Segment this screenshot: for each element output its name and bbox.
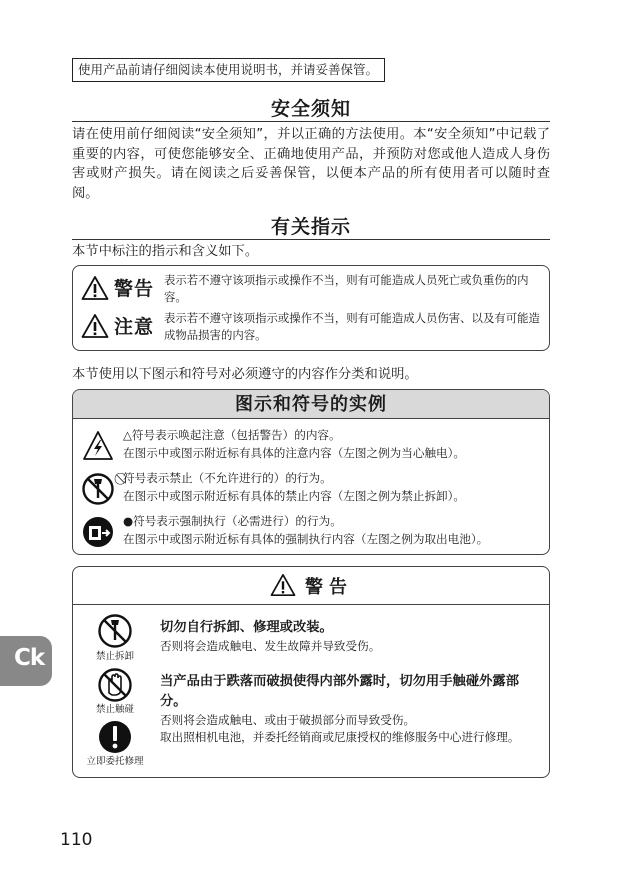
definition-desc: 表示若不遵守该项指示或操作不当，则有可能造成人员伤害、以及有可能造成物品损害的内容。 xyxy=(164,311,540,342)
caution-triangle-icon xyxy=(81,313,109,339)
page-number: 110 xyxy=(60,830,93,850)
symbol-row xyxy=(81,427,543,465)
exclamation-icon xyxy=(97,719,133,755)
definition-term: 警告 xyxy=(114,278,155,300)
warning-triangle-icon xyxy=(270,573,296,597)
warning-header xyxy=(73,567,549,605)
symbol-line-1: ●符号表示强制执行（必需进行）的行为。 xyxy=(123,514,342,528)
notice-text: 使用产品前请仔细阅读本使用说明书，并请妥善保管。 xyxy=(78,62,379,77)
symbol-text xyxy=(123,513,488,548)
safety-rule xyxy=(72,121,550,122)
language-code: Ck xyxy=(14,645,45,671)
remove-battery-icon xyxy=(81,515,115,549)
warning-title: 警告 xyxy=(305,577,353,598)
instructions-intro: 本节中标注的指示和含义如下。 xyxy=(72,244,259,259)
symbols-intro: 本节使用以下图示和符号对必须遵守的内容作分类和说明。 xyxy=(72,367,418,382)
warning-caption: 禁止拆卸 xyxy=(95,651,134,662)
warning-caption: 立即委托修理 xyxy=(86,756,144,767)
safety-title: 安全须知 xyxy=(270,98,351,120)
symbol-text xyxy=(123,470,465,505)
symbol-line-2: 在图示中或图示附近标有具体的强制执行内容（左图之例为取出电池）。 xyxy=(123,531,489,546)
notice-box xyxy=(72,58,385,82)
symbol-row xyxy=(81,470,543,508)
symbols-box xyxy=(72,389,550,555)
warning-heading: 切勿自行拆卸、修理或改装。 xyxy=(160,620,333,635)
symbol-line-1: ⃠符号表示禁止（不允许进行的）的行为。 xyxy=(123,471,332,485)
warning-caption: 禁止触碰 xyxy=(95,704,134,715)
definitions-box xyxy=(72,265,550,351)
warning-text: 否则将会造成触电、或由于破损部分而导致受伤。 xyxy=(160,713,416,727)
instructions-rule xyxy=(72,239,550,240)
definition-desc: 表示若不遵守该项指示或操作不当，则有可能造成人员死亡或负重伤的内容。 xyxy=(164,273,529,304)
no-disassembly-icon xyxy=(81,472,115,506)
definition-term: 注意 xyxy=(114,316,155,338)
symbols-title: 图示和符号的实例 xyxy=(73,390,549,419)
electric-shock-icon xyxy=(81,429,115,463)
symbol-row xyxy=(81,513,543,551)
warning-text: 取出照相机电池，并委托经销商或尼康授权的维修服务中心进行修理。 xyxy=(160,730,520,744)
safety-paragraph: 请在使用前仔细阅读“安全须知”，并以正确的方法使用。本“安全须知”中记载了重要的内容，可使您能够安全、正确地使用产品，并预防对您或他人造成人身伤害或财产损失。请在阅读之后妥善保管，以便本产品的所有使用者可以随时查阅。 xyxy=(72,127,550,201)
no-touch-icon xyxy=(97,667,133,703)
definition-warning xyxy=(81,271,541,309)
no-disassembly-icon xyxy=(97,613,133,649)
language-side-tab xyxy=(0,636,52,686)
warning-heading: 当产品由于跌落而破损使得内部外露时，切勿用手触碰外露部分。 xyxy=(160,674,520,709)
warning-triangle-icon xyxy=(81,275,109,301)
symbol-line-2: 在图示中或图示附近标有具体的禁止内容（左图之例为禁止拆卸）。 xyxy=(123,488,466,503)
warning-text: 否则将会造成触电、发生故障并导致受伤。 xyxy=(160,639,381,653)
definition-caution xyxy=(81,309,541,347)
symbol-text xyxy=(123,427,465,462)
warning-box xyxy=(72,566,550,778)
symbol-line-1: △符号表示唤起注意（包括警告）的内容。 xyxy=(123,428,341,442)
symbol-line-2: 在图示中或图示附近标有具体的注意内容（左图之例为当心触电）。 xyxy=(123,445,466,460)
instructions-title: 有关指示 xyxy=(270,216,351,238)
